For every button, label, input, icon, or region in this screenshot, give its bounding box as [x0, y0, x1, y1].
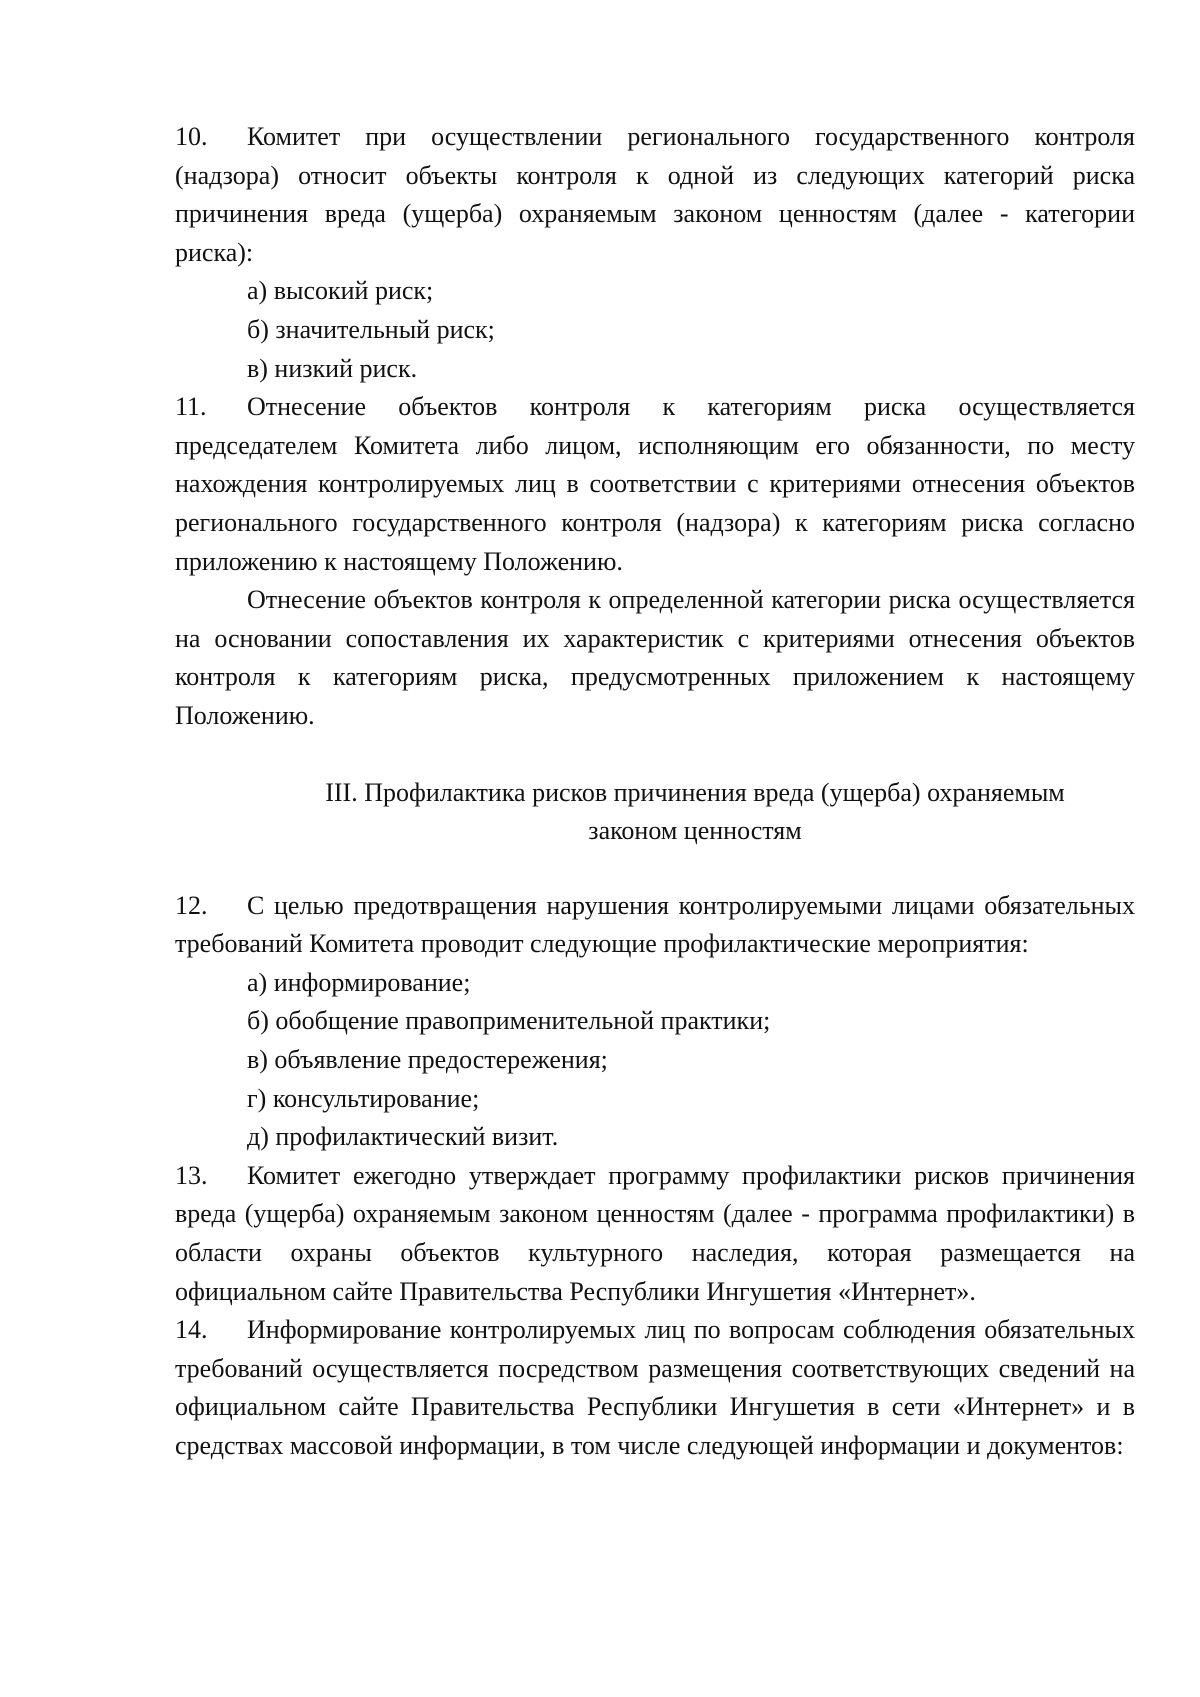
paragraph-text: Отнесение объектов контроля к категориям риска осуществляется председателем Комитета либо лицом, исполняющим его обязанности, по месту нахождения контролируемых лиц в соответствии с критериями отнесения объектов регионального государственного контроля (надзора) к категориям риска согласно приложению к настоящему Положению. — [175, 392, 1135, 576]
list-item: а) информирование; — [247, 967, 471, 997]
list-item: в) низкий риск. — [247, 353, 418, 383]
section-heading-line: III. Профилактика рисков причинения вреда (ущерба) охраняемым — [325, 777, 1065, 807]
paragraph-12 — [175, 887, 1135, 964]
paragraph-text: Комитет при осуществлении регионального государственного контроля (надзора) относит объекты контроля к одной из следующих категорий риска причинения вреда (ущерба) охраняемым законом ценностям (далее - категории риска): — [175, 122, 1135, 267]
document-page — [175, 118, 1135, 1466]
list-item: б) значительный риск; — [247, 314, 495, 344]
paragraph-text: Информирование контролируемых лиц по вопросам соблюдения обязательных требований осуществляется посредством размещения соответствующих сведений на официальном сайте Правительства Республики Ингушетия в сети «Интернет» и в средствах массовой информации, в том числе следующей информации и документов: — [175, 1315, 1135, 1460]
list-item: б) обобщение правоприменительной практики; — [247, 1006, 771, 1036]
paragraph-13 — [175, 1157, 1135, 1311]
paragraph-number: 10. — [175, 122, 208, 151]
paragraph-number: 12. — [175, 890, 208, 920]
paragraph-text: С целью предотвращения нарушения контролируемыми лицами обязательных требований Комитета проводит следующие профилактические мероприятия: — [175, 890, 1135, 959]
paragraph-10 — [175, 118, 1135, 272]
paragraph-number: 13. — [175, 1160, 208, 1190]
section-heading-line: законом ценностям — [588, 816, 802, 846]
paragraph-number: 14. — [175, 1315, 208, 1345]
paragraph-14 — [175, 1311, 1135, 1465]
list-item: а) высокий риск; — [247, 276, 434, 306]
list-item: г) консультирование; — [247, 1083, 480, 1113]
paragraph-number: 11. — [175, 392, 207, 422]
section-heading — [175, 774, 1135, 851]
paragraph-11 — [175, 388, 1135, 581]
list-item: д) профилактический визит. — [247, 1122, 559, 1152]
list-item: в) объявление предостережения; — [247, 1045, 608, 1075]
paragraph-text: Комитет ежегодно утверждает программу профилактики рисков причинения вреда (ущерба) охраняемым законом ценностям (далее - программа профилактики) в области охраны объектов культурного наследия, которая размещается на официальном сайте Правительства Республики Ингушетия «Интернет». — [175, 1160, 1135, 1306]
paragraph-11-continuation: Отнесение объектов контроля к определенной категории риска осуществляется на основании сопоставления их характеристик с критериями отнесения объектов контроля к категориям риска, предусмотренных приложением к настоящему Положению. — [175, 585, 1135, 730]
